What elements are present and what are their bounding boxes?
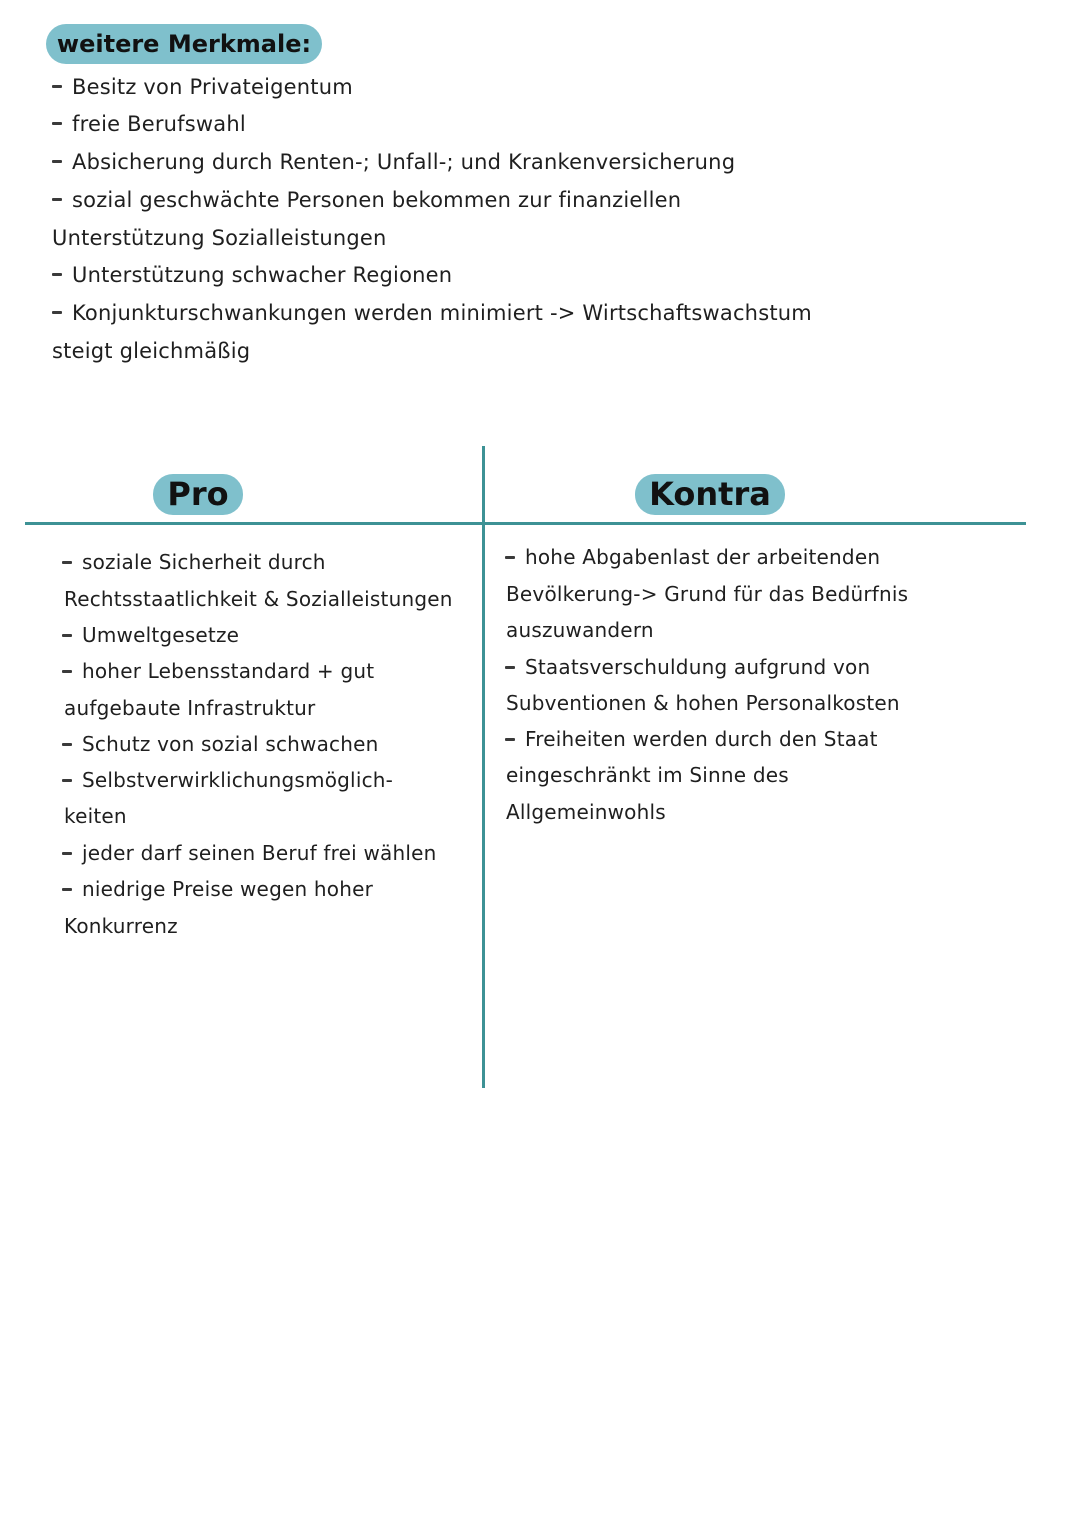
dash-icon <box>52 198 62 201</box>
kontra-continuation: auszuwandern <box>506 618 654 642</box>
t-chart-horizontal-divider <box>25 522 1026 525</box>
kontra-text: Freiheiten werden durch den Staat <box>525 727 878 751</box>
pro-continuation: Konkurrenz <box>64 914 178 938</box>
dash-icon <box>52 311 62 314</box>
dash-icon <box>505 556 515 559</box>
merkmal-item <box>52 262 452 288</box>
pro-text: niedrige Preise wegen hoher <box>82 877 374 901</box>
dash-icon <box>52 160 62 163</box>
pro-item <box>62 658 374 684</box>
dash-icon <box>52 85 62 88</box>
pro-text: Selbstverwirklichungsmöglich- <box>82 768 394 792</box>
dash-icon <box>62 888 72 891</box>
merkmal-text: Unterstützung schwacher Regionen <box>72 263 453 287</box>
merkmal-item <box>52 187 681 213</box>
pro-heading: Pro <box>153 474 243 515</box>
t-chart-vertical-divider <box>482 446 485 1088</box>
pro-item <box>62 840 437 866</box>
pro-item <box>62 767 393 793</box>
dash-icon <box>62 743 72 746</box>
merkmal-text: Absicherung durch Renten-; Unfall-; und Krankenversicherung <box>72 150 736 174</box>
merkmal-item <box>52 149 735 175</box>
dash-icon <box>62 852 72 855</box>
pro-continuation: aufgebaute Infrastruktur <box>64 696 316 720</box>
dash-icon <box>62 779 72 782</box>
pro-continuation: Rechtsstaatlichkeit & Sozialleistungen <box>64 587 453 611</box>
merkmale-heading: weitere Merkmale: <box>46 24 322 64</box>
dash-icon <box>505 738 515 741</box>
pro-text: hoher Lebensstandard + gut <box>82 659 375 683</box>
kontra-continuation: eingeschränkt im Sinne des <box>506 763 789 787</box>
kontra-heading: Kontra <box>635 474 785 515</box>
merkmal-continuation: steigt gleichmäßig <box>52 339 251 363</box>
pro-item <box>62 731 378 757</box>
kontra-text: Staatsverschuldung aufgrund von <box>525 655 871 679</box>
merkmal-text: freie Berufswahl <box>72 112 246 136</box>
merkmal-item <box>52 111 246 137</box>
pro-text: jeder darf seinen Beruf frei wählen <box>82 841 437 865</box>
dash-icon <box>62 561 72 564</box>
kontra-item <box>505 544 880 570</box>
merkmal-text: sozial geschwächte Personen bekommen zur finanziellen <box>72 188 682 212</box>
kontra-continuation: Bevölkerung-> Grund für das Bedürfnis <box>506 582 909 606</box>
merkmal-item <box>52 74 353 100</box>
dash-icon <box>505 666 515 669</box>
kontra-item <box>505 654 870 680</box>
dash-icon <box>52 122 62 125</box>
kontra-text: hohe Abgabenlast der arbeitenden <box>525 545 881 569</box>
dash-icon <box>62 670 72 673</box>
pro-continuation: keiten <box>64 804 127 828</box>
kontra-continuation: Allgemeinwohls <box>506 800 666 824</box>
dash-icon <box>62 634 72 637</box>
kontra-item <box>505 726 878 752</box>
pro-text: Umweltgesetze <box>82 623 240 647</box>
pro-text: soziale Sicherheit durch <box>82 550 326 574</box>
merkmal-text: Besitz von Privateigentum <box>72 75 353 99</box>
pro-item <box>62 622 239 648</box>
pro-item <box>62 549 326 575</box>
kontra-continuation: Subventionen & hohen Personalkosten <box>506 691 900 715</box>
pro-item <box>62 876 373 902</box>
dash-icon <box>52 273 62 276</box>
merkmal-item <box>52 300 812 326</box>
merkmal-continuation: Unterstützung Sozialleistungen <box>52 226 387 250</box>
pro-text: Schutz von sozial schwachen <box>82 732 379 756</box>
merkmal-text: Konjunkturschwankungen werden minimiert -> Wirtschaftswachstum <box>72 301 812 325</box>
